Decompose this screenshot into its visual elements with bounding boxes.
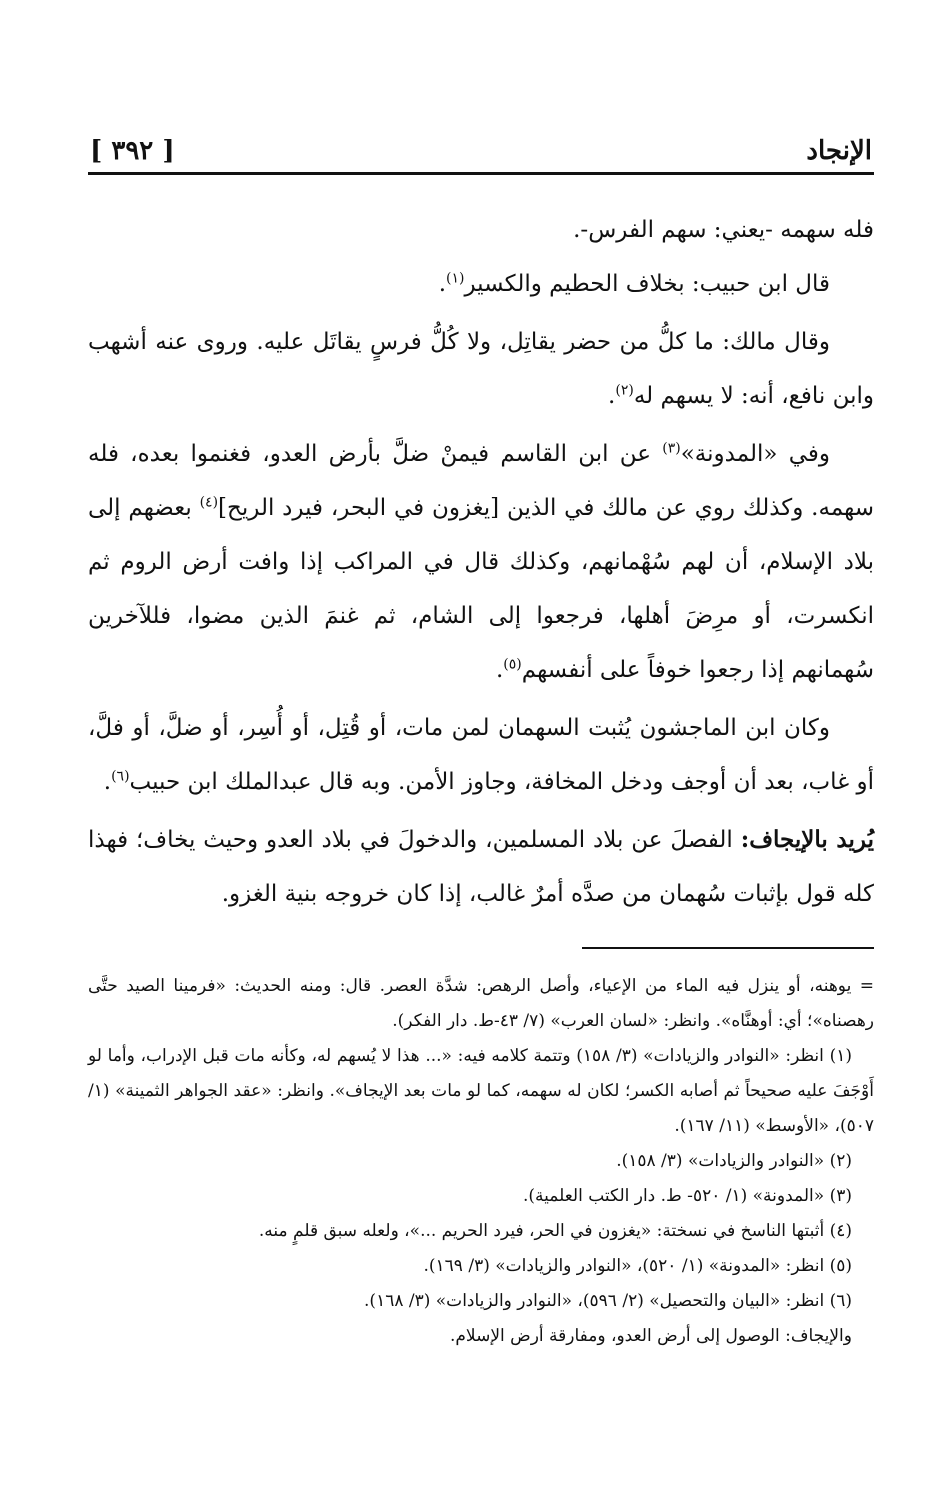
footnote-ref-2: (٢) bbox=[615, 382, 634, 399]
footnote-5: (٥) انظر: «المدونة» (١/ ٥٢٠)، «النوادر والزيادات» (٣/ ١٦٩). bbox=[423, 1256, 852, 1276]
footnote-ref-6: (٦) bbox=[111, 768, 130, 785]
paragraph-5: وكان ابن الماجشون يُثبت السهمان لمن مات، أو قُتِل، أو أُسِر، أو ضلَّ، أو فلَّ، أو غاب، بعد أن أوجف ودخل المخافة، وجاوز الأمن. وبه قال عبدالملك ابن حبيب$^{(٦)}$. bbox=[88, 715, 874, 795]
footnote-2: (٢) «النوادر والزيادات» (٣/ ١٥٨). bbox=[616, 1151, 852, 1171]
definition-term: يُريد بالإيجاف: bbox=[740, 826, 874, 853]
footnote-1: (١) انظر: «النوادر والزيادات» (٣/ ١٥٨) وتتمة كلامه فيه: «... هذا لا يُسهم له، وكأنه مات قبل الإدراب، وأما لو أَوْجَفَ عليه صحيحاً ثم أصابه الكسر؛ لكان له سهمه، كما لو مات بعد الإيجاف». وانظر: «عقد الجواهر الثمينة» (١/ ٥٠٧)، «الأوسط» (١١/ ١٦٧). bbox=[88, 1046, 874, 1136]
book-page bbox=[88, 122, 874, 1354]
paragraph-3: وقال مالك: ما كلُّ من حضر يقاتِل، ولا كُلُّ فرسٍ يقاتَل عليه. وروى عنه أشهب وابن نافع، أنه: لا يسهم له$^{(٢)}$. bbox=[88, 329, 874, 409]
main-text bbox=[88, 203, 874, 921]
footnote-continuation: = يوهنه، أو ينزل فيه الماء من الإعياء، وأصل الرهص: شدَّة العصر. قال: ومنه الحديث: «فرمينا الصيد حتَّى رهصناه»؛ أي: أوهنَّاه». وانظر: «لسان العرب» (٧/ ٤٣-ط. دار الفكر). bbox=[88, 976, 874, 1031]
paragraph-1 bbox=[88, 203, 874, 257]
page-header bbox=[88, 122, 874, 175]
paragraph-4: وفي «المدونة»$^{(٣)}$ عن ابن القاسم فيمنْ ضلَّ بأرض العدو، فغنموا بعده، فله سهمه. وكذلك روي عن مالك في الذين [يغزون في البحر، فيرد الريح]$^{(٤)}$ بعضهم إلى بلاد الإسلام، أن لهم سُهْمانهم، وكذلك قال في المراكب إذا وافت أرض الروم ثم انكسرت، أو مرِضَ أهلها، فرجعوا إلى الشام، ثم غنمَ الذين مضوا، فللآخرين سُهمانهم إذا رجعوا خوفاً على أنفسهم$^{(٥)}$. bbox=[88, 440, 874, 683]
paragraph-4-text-c: بعضهم إلى بلاد الإسلام، أن لهم سُهْمانهم، وكذلك قال في المراكب إذا وافت أرض الروم ثم انكسرت، أو مرِضَ أهلها، فرجعوا إلى الشام، ثم غنمَ الذين مضوا، فللآخرين سُهمانهم إذا رجعوا خوفاً على أنفسهم bbox=[88, 495, 874, 683]
paragraph-5-text: وكان ابن الماجشون يُثبت السهمان لمن مات، أو قُتِل، أو أُسِر، أو ضلَّ، أو فلَّ، أو غاب، بعد أن أوجف ودخل المخافة، وجاوز الأمن. وبه قال عبدالملك ابن حبيب bbox=[88, 715, 874, 795]
paragraph-6-text: الفصلَ عن بلاد المسلمين، والدخولَ في بلاد العدو وحيث يخاف؛ فهذا كله قول بإثبات سُهمان من صدَّه أمرٌ غالب، إذا كان خروجه بنية الغزو. bbox=[88, 827, 874, 907]
footnotes bbox=[88, 969, 874, 1354]
footnote-6-note: والإيجاف: الوصول إلى أرض العدو، ومفارقة أرض الإسلام. bbox=[450, 1326, 852, 1346]
paragraph-4-text-a: وفي «المدونة» bbox=[680, 441, 830, 467]
footnote-ref-3: (٣) bbox=[662, 440, 681, 457]
paragraph-2: قال ابن حبيب: بخلاف الحطيم والكسير$^{(١)}$. bbox=[438, 270, 830, 297]
paragraph-6 bbox=[88, 813, 874, 921]
footnote-4: (٤) أثبتها الناسخ في نسختة: «يغزون في الحر، فيرد الحريم ...»، ولعله سبق قلمٍ منه. bbox=[258, 1221, 852, 1241]
footnote-6: (٦) انظر: «البيان والتحصيل» (٢/ ٥٩٦)، «النوادر والزيادات» (٣/ ١٦٨). bbox=[364, 1291, 852, 1311]
paragraph-4-text-b: عن ابن القاسم فيمنْ ضلَّ بأرض العدو، فغنموا بعده، فله سهمه. وكذلك روي عن مالك في الذين [يغزون في البحر، فيرد الريح] bbox=[88, 441, 874, 521]
footnote-divider bbox=[582, 947, 874, 949]
footnote-ref-1: (١) bbox=[446, 270, 465, 287]
footnote-ref-5: (٥) bbox=[503, 656, 522, 673]
paragraph-3-text: وقال مالك: ما كلُّ من حضر يقاتِل، ولا كُلُّ فرسٍ يقاتَل عليه. وروى عنه أشهب وابن نافع، أنه: لا يسهم له bbox=[88, 329, 874, 409]
footnote-3: (٣) «المدونة» (١/ ٥٢٠- ط. دار الكتب العلمية). bbox=[522, 1186, 852, 1206]
footnote-ref-4: (٤) bbox=[199, 494, 219, 511]
page-number: [ ٣٩٢ ] bbox=[90, 136, 175, 166]
paragraph-2-text: قال ابن حبيب: بخلاف الحطيم والكسير bbox=[464, 271, 830, 297]
paragraph-1-text: فله سهمه -يعني: سهم الفرس-. bbox=[573, 217, 874, 243]
running-title: الإنجاد bbox=[806, 136, 872, 166]
